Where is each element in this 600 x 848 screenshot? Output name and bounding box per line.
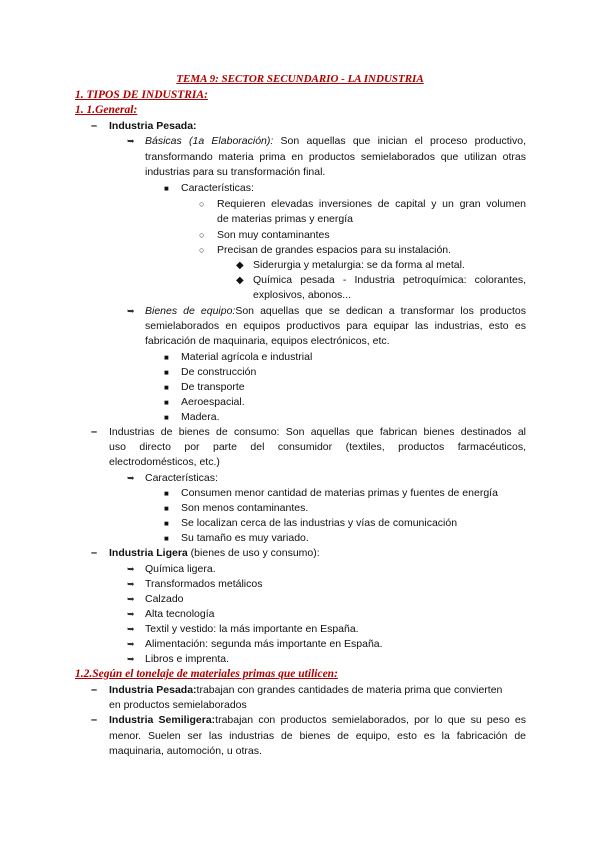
consumo-line-3: electrodomésticos, etc.) (109, 456, 220, 468)
circle-bullet-icon: ○ (199, 245, 205, 255)
arrow-bullet-icon: ➥ (127, 579, 135, 589)
dash-bullet: – (91, 684, 98, 696)
square-bullet-icon: ■ (164, 398, 169, 407)
circle-bullet-icon: ○ (199, 199, 205, 209)
basicas-line-1: Básicas (1a Elaboración): Son aquellas que inician el proceso productivo, (145, 135, 526, 147)
dash-bullet: – (91, 426, 98, 438)
arrow-bullet-icon: ➥ (127, 136, 135, 146)
square-bullet-icon: ■ (164, 184, 169, 193)
square-bullet-icon: ■ (164, 504, 169, 513)
equipo-item: Material agrícola e industrial (181, 351, 313, 363)
consumo-item: Su tamaño es muy variado. (181, 532, 309, 544)
arrow-bullet-icon: ➥ (127, 306, 135, 316)
tonelaje-semi-line-2: menor. Suelen ser las industrias de bienes de equipo, esto es la fabricación de (109, 730, 526, 742)
consumo-item: Son menos contaminantes. (181, 502, 309, 514)
ligera-item: Textil y vestido: la más importante en España. (145, 623, 359, 635)
ligera-item: Alta tecnología (145, 608, 215, 620)
subsection-heading: 1.2.Según el tonelaje de materiales primas que utilicen: (75, 668, 338, 680)
equipo-line-3: fabricación de maquinaria, equipos electrónicos, etc. (145, 335, 390, 347)
arrow-bullet-icon: ➥ (127, 654, 135, 664)
caract-label: Características: (181, 182, 254, 194)
diamond-item-2-line-1: Química pesada - Industria petroquímica: colorantes, (253, 274, 526, 286)
equipo-item: De transporte (181, 381, 245, 393)
dash-bullet: – (91, 120, 98, 132)
subsection-heading: 1. 1.General: (75, 104, 138, 116)
diamond-bullet-icon: ◆ (236, 260, 244, 271)
diamond-item-1: Siderurgia y metalurgia: se da forma al metal. (253, 259, 465, 271)
diamond-item-2-line-2: explosivos, abonos... (253, 289, 352, 301)
ligera-item: Transformados metálicos (145, 578, 263, 590)
caract-item-2: Son muy contaminantes (217, 229, 330, 241)
ligera-item: Química ligera. (145, 563, 216, 575)
equipo-item: Madera. (181, 411, 220, 423)
tonelaje-pesada-line-1: Industria Pesada:trabajan con grandes cantidades de materia prima que convierten (109, 684, 503, 696)
tonelaje-pesada-line-2: en productos semielaborados (109, 699, 247, 711)
square-bullet-icon: ■ (164, 519, 169, 528)
caract-item-3: Precisan de grandes espacios para su instalación. (217, 244, 452, 256)
square-bullet-icon: ■ (164, 489, 169, 498)
basicas-line-3: industrias para su transformación final. (145, 166, 326, 178)
square-bullet-icon: ■ (164, 413, 169, 422)
square-bullet-icon: ■ (164, 368, 169, 377)
consumo-item: Consumen menor cantidad de materias primas y fuentes de energía (181, 487, 498, 499)
arrow-bullet-icon: ➥ (127, 639, 135, 649)
arrow-bullet-icon: ➥ (127, 609, 135, 619)
equipo-item: Aeroespacial. (181, 396, 245, 408)
ligera-item: Alimentación: segunda más importante en España. (145, 638, 383, 650)
tonelaje-semi-line-3: maquinaria, automoción, u otras. (109, 745, 262, 757)
tonelaje-semi-line-1: Industria Semiligera:trabajan con productos semielaborados, por lo que su peso es (109, 714, 526, 726)
caract-item-1-line-1: Requieren elevadas inversiones de capital y un gran volumen (217, 198, 526, 210)
circle-bullet-icon: ○ (199, 230, 205, 240)
square-bullet-icon: ■ (164, 534, 169, 543)
diamond-bullet-icon: ◆ (236, 275, 244, 286)
arrow-bullet-icon: ➥ (127, 624, 135, 634)
ligera-item: Libros e imprenta. (145, 653, 230, 665)
section-heading: 1. TIPOS DE INDUSTRIA: (75, 89, 208, 101)
pesada-label: Industria Pesada: (109, 120, 197, 132)
arrow-bullet-icon: ➥ (127, 473, 135, 483)
ligera-item: Calzado (145, 593, 184, 605)
arrow-bullet-icon: ➥ (127, 594, 135, 604)
ligera-line: Industria Ligera (bienes de uso y consumo): (109, 547, 320, 559)
basicas-line-2: transformando materia prima en productos semielaborados que utilizan otras (145, 151, 526, 163)
equipo-line-2: semielaborados en equipos productivos para equipar las industrias, esto es (145, 320, 526, 332)
equipo-item: De construcción (181, 366, 257, 378)
arrow-bullet-icon: ➥ (127, 564, 135, 574)
consumo-line-1: Industrias de bienes de consumo: Son aquellas que fabrican bienes destinados al (109, 426, 526, 438)
caract-item-1-line-2: de materias primas y energía (217, 213, 353, 225)
equipo-line-1: Bienes de equipo:Son aquellas que se dedican a transformar los productos (145, 305, 526, 317)
consumo-line-2: uso directo por parte del consumidor (textiles, productos farmacéuticos, (109, 441, 526, 453)
square-bullet-icon: ■ (164, 383, 169, 392)
page-title: TEMA 9: SECTOR SECUNDARIO - LA INDUSTRIA (176, 73, 424, 85)
consumo-item: Se localizan cerca de las industrias y vías de comunicación (181, 517, 458, 529)
square-bullet-icon: ■ (164, 353, 169, 362)
consumo-caract: Características: (145, 472, 218, 484)
dash-bullet: – (91, 547, 98, 559)
dash-bullet: – (91, 714, 98, 726)
